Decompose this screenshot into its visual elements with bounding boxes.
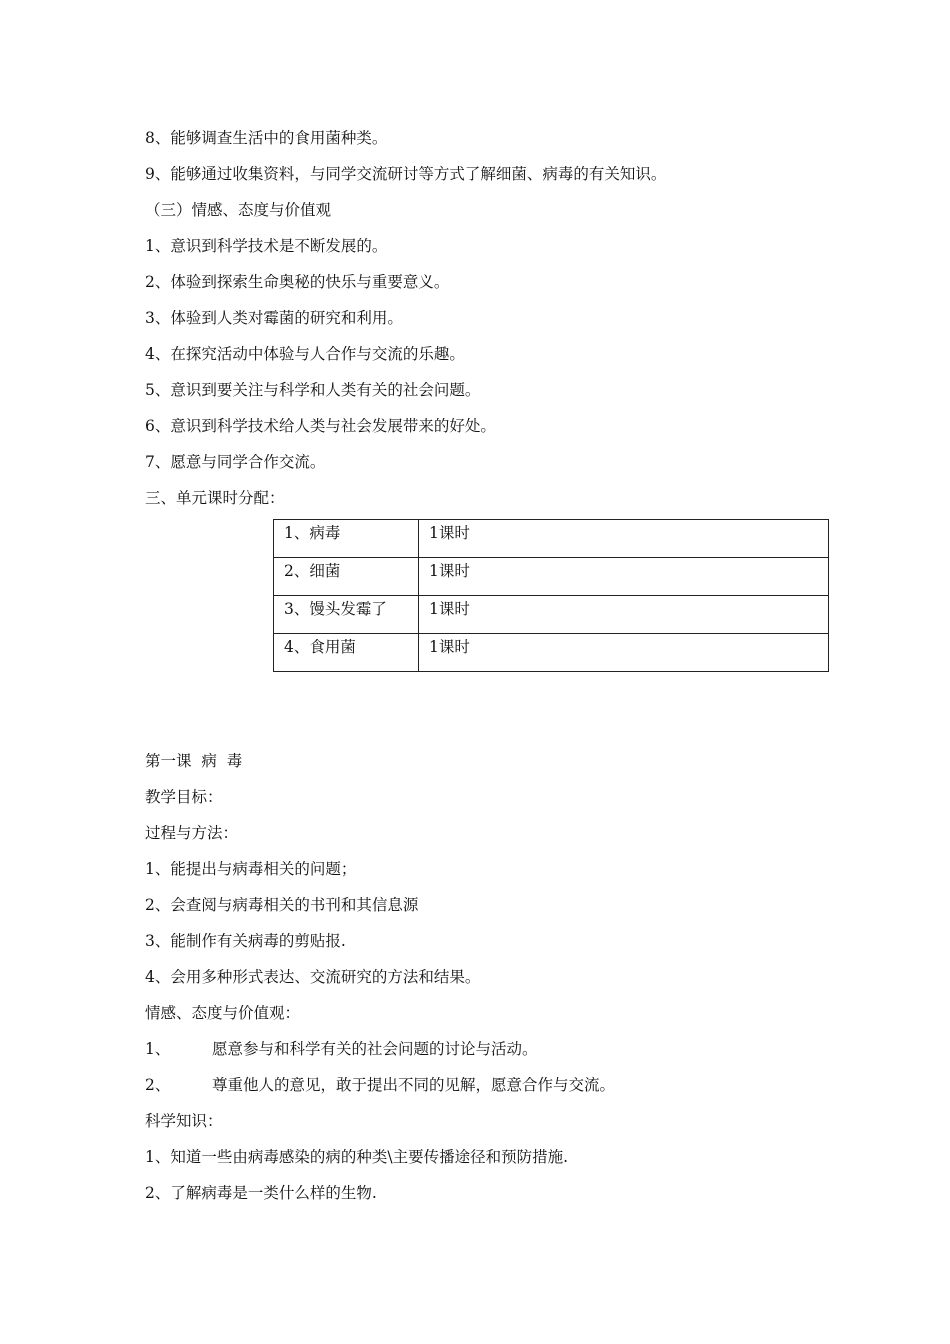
table-row bbox=[274, 634, 829, 672]
lesson-attitude-item bbox=[145, 1075, 615, 1095]
objectives-label: 教学目标： bbox=[145, 788, 223, 806]
attitude-item: 3、体验到人类对霉菌的研究和利用。 bbox=[145, 309, 403, 327]
attitude-item: 1、意识到科学技术是不断发展的。 bbox=[145, 237, 388, 255]
lesson-title: 第一课 病 毒 bbox=[145, 752, 243, 770]
objective-item-9: 9、能够通过收集资料，与同学交流研讨等方式了解细菌、病毒的有关知识。 bbox=[145, 165, 667, 183]
process-item: 2、会查阅与病毒相关的书刊和其信息源 bbox=[145, 896, 419, 914]
hours-cell: 1课时 bbox=[419, 520, 829, 558]
schedule-heading: 三、单元课时分配： bbox=[145, 489, 285, 507]
lesson-attitude-item bbox=[145, 1039, 538, 1059]
knowledge-item: 2、了解病毒是一类什么样的生物. bbox=[145, 1184, 377, 1202]
item-text: 愿意参与和科学有关的社会问题的讨论与活动。 bbox=[212, 1040, 538, 1058]
lesson-cell: 1、病毒 bbox=[274, 520, 419, 558]
lesson-cell: 2、细菌 bbox=[274, 558, 419, 596]
item-number: 1、 bbox=[145, 1040, 171, 1058]
hours-cell: 1课时 bbox=[419, 634, 829, 672]
process-item: 1、能提出与病毒相关的问题； bbox=[145, 860, 357, 878]
attitude-item: 6、意识到科学技术给人类与社会发展带来的好处。 bbox=[145, 417, 496, 435]
lesson-cell: 3、馒头发霉了 bbox=[274, 596, 419, 634]
knowledge-item: 1、知道一些由病毒感染的病的种类\主要传播途径和预防措施. bbox=[145, 1148, 569, 1166]
attitude-label: 情感、态度与价值观： bbox=[145, 1004, 301, 1022]
objective-item-8: 8、能够调查生活中的食用菌种类。 bbox=[145, 129, 388, 147]
table-row bbox=[274, 558, 829, 596]
hours-cell: 1课时 bbox=[419, 558, 829, 596]
knowledge-label: 科学知识： bbox=[145, 1112, 223, 1130]
attitude-item: 4、在探究活动中体验与人合作与交流的乐趣。 bbox=[145, 345, 465, 363]
attitude-item: 2、体验到探索生命奥秘的快乐与重要意义。 bbox=[145, 273, 450, 291]
item-number: 2、 bbox=[145, 1076, 171, 1094]
hours-cell: 1课时 bbox=[419, 596, 829, 634]
table-row bbox=[274, 520, 829, 558]
table-row bbox=[274, 596, 829, 634]
process-label: 过程与方法： bbox=[145, 824, 239, 842]
attitude-item: 7、愿意与同学合作交流。 bbox=[145, 453, 326, 471]
section-heading-attitude: （三）情感、态度与价值观 bbox=[145, 201, 332, 219]
attitude-item: 5、意识到要关注与科学和人类有关的社会问题。 bbox=[145, 381, 481, 399]
lesson-schedule-table bbox=[273, 519, 829, 672]
process-item: 4、会用多种形式表达、交流研究的方法和结果。 bbox=[145, 968, 481, 986]
lesson-cell: 4、食用菌 bbox=[274, 634, 419, 672]
item-text: 尊重他人的意见，敢于提出不同的见解，愿意合作与交流。 bbox=[212, 1076, 616, 1094]
process-item: 3、能制作有关病毒的剪贴报. bbox=[145, 932, 346, 950]
